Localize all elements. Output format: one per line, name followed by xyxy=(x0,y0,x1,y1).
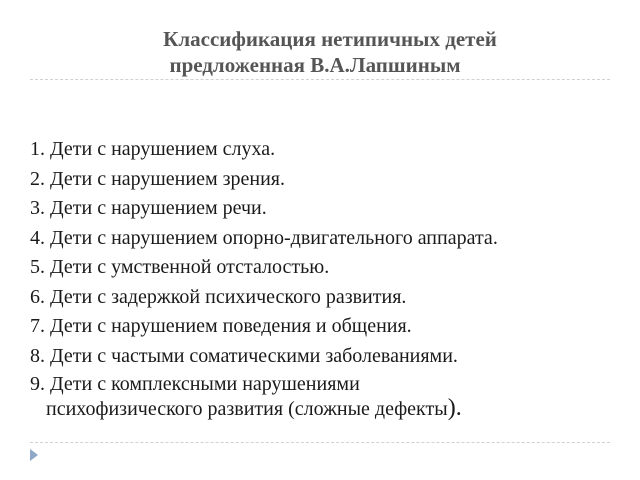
slide-title xyxy=(0,26,640,78)
list-item: 2. Дети с нарушением зрения. xyxy=(30,167,285,190)
list-item: 7. Дети с нарушением поведения и общения. xyxy=(30,315,412,337)
list-item: 1. Дети с нарушением слуха. xyxy=(30,138,276,160)
list-item: 3. Дети с нарушением речи. xyxy=(30,197,267,219)
list-item: 4. Дети с нарушением опорно-двигательного аппарата. xyxy=(30,226,498,249)
slide-title-line-1: Классификация нетипичных детей xyxy=(163,27,497,51)
list-item-9 xyxy=(30,371,630,421)
list-item-9-text: психофизического развития (сложные дефекты xyxy=(46,398,448,420)
footer-divider xyxy=(30,442,610,443)
list-item: 8. Дети с частыми соматическими заболеваниями. xyxy=(30,344,458,367)
title-divider xyxy=(30,79,610,80)
list-item-9-line-1: 9. Дети с комплексными нарушениями xyxy=(30,373,360,395)
list-item-9-closing: ). xyxy=(447,395,462,421)
slide-title-line-2: предложенная В.А.Лапшиным xyxy=(169,53,461,77)
triangle-right-icon xyxy=(30,449,38,461)
list-item-9-line-2 xyxy=(30,397,630,421)
list-item: 6. Дети с задержкой психического развития. xyxy=(30,285,407,308)
list-item: 5. Дети с умственной отсталостью. xyxy=(30,256,330,278)
classification-list xyxy=(30,135,630,421)
